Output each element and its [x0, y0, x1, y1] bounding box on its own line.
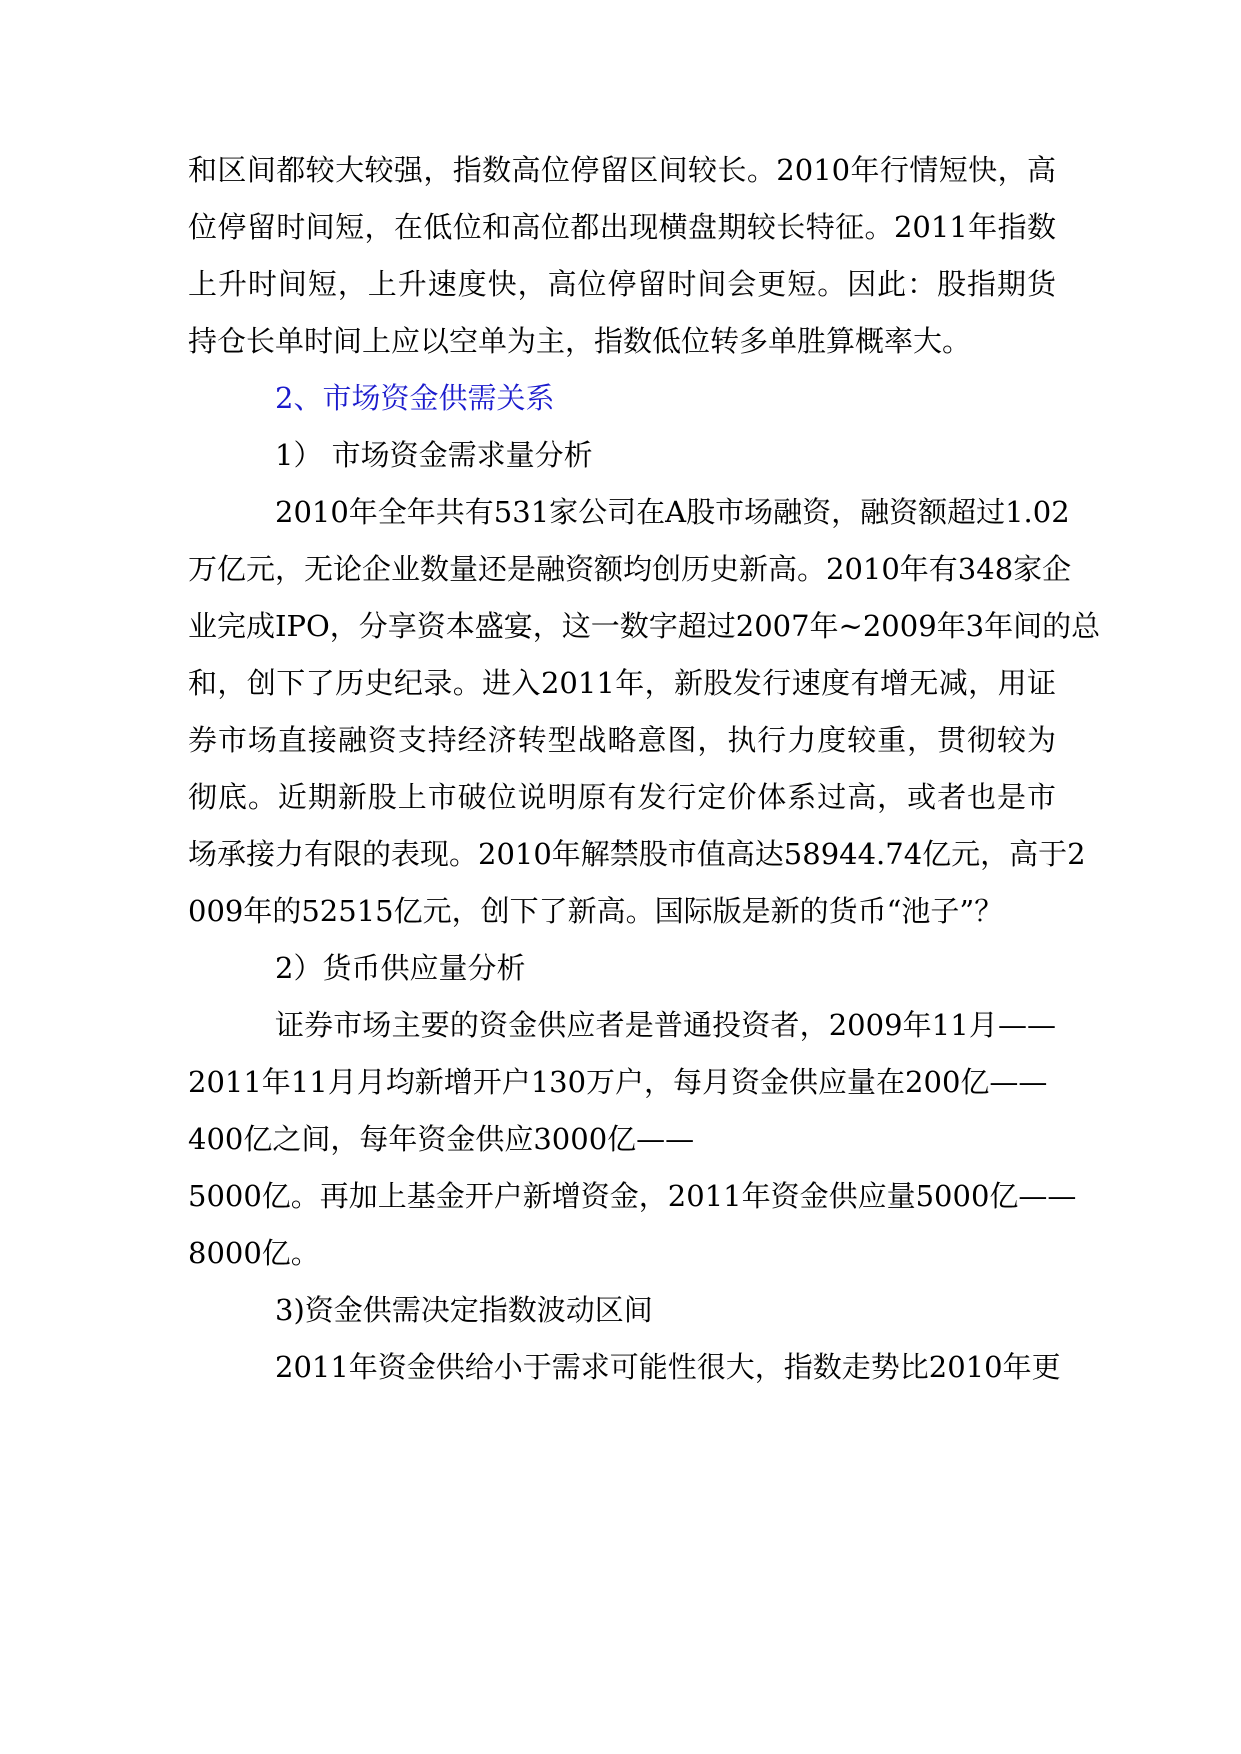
text-line: 2010年全年共有531家公司在A股市场融资，融资额超过1.02: [275, 495, 1070, 529]
text-line: 万亿元，无论企业数量还是融资额均创历史新高。2010年有348家企: [188, 552, 1072, 586]
text-line: 5000亿。再加上基金开户新增资金，2011年资金供应量5000亿——: [188, 1179, 1077, 1213]
subsection-heading: 2）货币供应量分析: [275, 951, 526, 985]
text-line: 场承接力有限的表现。2010年解禁股市值高达58944.74亿元，高于2: [188, 837, 1086, 871]
subsection-heading: 3)资金供需决定指数波动区间: [275, 1293, 653, 1327]
text-line: 证券市场主要的资金供应者是普通投资者，2009年11月——: [275, 1008, 1056, 1042]
text-line: 8000亿。: [188, 1236, 320, 1270]
text-line: 和，创下了历史纪录。进入2011年，新股发行速度有增无减，用证: [188, 666, 1056, 700]
text-line: 持仓长单时间上应以空单为主，指数低位转多单胜算概率大。: [188, 324, 972, 358]
text-line: 2011年11月月均新增开户130万户，每月资金供应量在200亿——: [188, 1065, 1048, 1099]
text-line: 400亿之间，每年资金供应3000亿——: [188, 1122, 695, 1156]
text-line: 彻底。近期新股上市破位说明原有发行定价体系过高，或者也是市: [188, 780, 1056, 814]
text-line: 位停留时间短，在低位和高位都出现横盘期较长特征。2011年指数: [188, 210, 1056, 244]
text-line: 券市场直接融资支持经济转型战略意图，执行力度较重，贯彻较为: [188, 723, 1056, 757]
subsection-heading: 1） 市场资金需求量分析: [275, 438, 593, 472]
text-line: 业完成IPO，分享资本盛宴，这一数字超过2007年~2009年3年间的总: [188, 609, 1101, 643]
section-heading: 2、市场资金供需关系: [275, 381, 555, 415]
text-line: 上升时间短，上升速度快，高位停留时间会更短。因此：股指期货: [188, 267, 1056, 301]
text-line: 和区间都较大较强，指数高位停留区间较长。2010年行情短快，高: [188, 153, 1056, 187]
text-line: 009年的52515亿元，创下了新高。国际版是新的货币“池子”？: [188, 894, 1004, 928]
text-line: 2011年资金供给小于需求可能性很大，指数走势比2010年更: [275, 1350, 1061, 1384]
